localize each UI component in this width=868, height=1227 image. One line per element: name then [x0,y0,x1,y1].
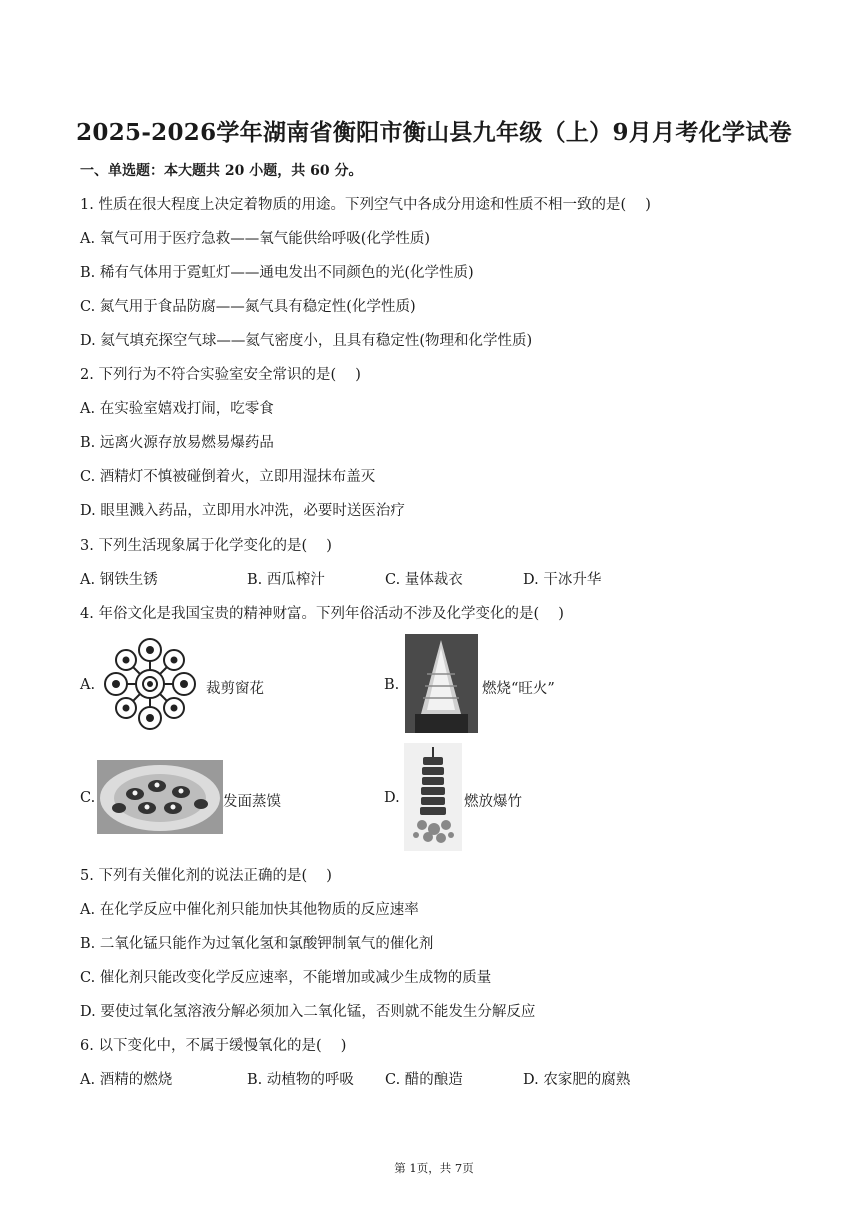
steamed-buns-image [97,760,223,834]
q4-option-b-letter: B. [384,677,400,693]
q3-option-c: C. 量体裁衣 [385,572,463,588]
q5-option-d: D. 要使过氧化氢溶液分解必须加入二氧化锰，否则就不能发生分解反应 [80,1004,536,1020]
q6-option-d: D. 农家肥的腐熟 [523,1072,631,1088]
section-heading: 一、单选题：本大题共 20 小题，共 60 分。 [80,163,363,179]
q2-option-b: B. 远离火源存放易燃易爆药品 [80,435,274,451]
q4-option-d-letter: D. [384,790,400,806]
q4-option-a-letter: A. [80,677,96,693]
q5-option-b: B. 二氧化锰只能作为过氧化氢和氯酸钾制氧气的催化剂 [80,936,434,952]
q6-option-a: A. 酒精的燃烧 [80,1072,173,1088]
exam-title: 2025-2026学年湖南省衡阳市衡山县九年级（上）9月月考化学试卷 [76,119,792,146]
q1-option-d: D. 氦气填充探空气球——氦气密度小，且具有稳定性(物理和化学性质) [80,333,533,349]
q5-option-a: A. 在化学反应中催化剂只能加快其他物质的反应速率 [80,902,419,918]
q4-option-a-text: 裁剪窗花 [206,681,264,697]
q1-option-b: B. 稀有气体用于霓虹灯——通电发出不同颜色的光(化学性质) [80,265,474,281]
bonfire-image [405,634,478,733]
page-footer: 第 1页，共 7页 [394,1161,474,1175]
q1-stem: 1. 性质在很大程度上决定着物质的用途。下列空气中各成分用途和性质不相一致的是( ) [80,197,651,213]
q4-option-c-letter: C. [80,790,96,806]
q5-stem: 5. 下列有关催化剂的说法正确的是( ) [80,868,332,884]
q6-stem: 6. 以下变化中，不属于缓慢氧化的是( ) [80,1038,347,1054]
q2-option-c: C. 酒精灯不慎被碰倒着火，立即用湿抹布盖灭 [80,469,376,485]
q6-option-c: C. 醋的酿造 [385,1072,463,1088]
q2-option-d: D. 眼里溅入药品，立即用水冲洗，必要时送医治疗 [80,503,405,519]
q3-option-b: B. 西瓜榨汁 [247,572,325,588]
q1-option-a: A. 氧气可用于医疗急救——氧气能供给呼吸(化学性质) [80,231,431,247]
q4-option-d-text: 燃放爆竹 [464,794,522,810]
firecrackers-image [404,743,462,851]
q1-option-c: C. 氮气用于食品防腐——氮气具有稳定性(化学性质) [80,299,416,315]
q3-option-a: A. 钢铁生锈 [80,572,158,588]
q4-option-c-text: 发面蒸馍 [223,794,281,810]
q2-stem: 2. 下列行为不符合实验室安全常识的是( ) [80,367,361,383]
q5-option-c: C. 催化剂只能改变化学反应速率，不能增加或减少生成物的质量 [80,970,492,986]
q2-option-a: A. 在实验室嬉戏打闹，吃零食 [80,401,274,417]
q3-stem: 3. 下列生活现象属于化学变化的是( ) [80,538,332,554]
paper-cut-window-flower-image [99,636,201,732]
q6-option-b: B. 动植物的呼吸 [247,1072,354,1088]
q3-option-d: D. 干冰升华 [523,572,602,588]
q4-stem: 4. 年俗文化是我国宝贵的精神财富。下列年俗活动不涉及化学变化的是( ) [80,606,564,622]
q4-option-b-text: 燃烧“旺火” [482,681,555,697]
